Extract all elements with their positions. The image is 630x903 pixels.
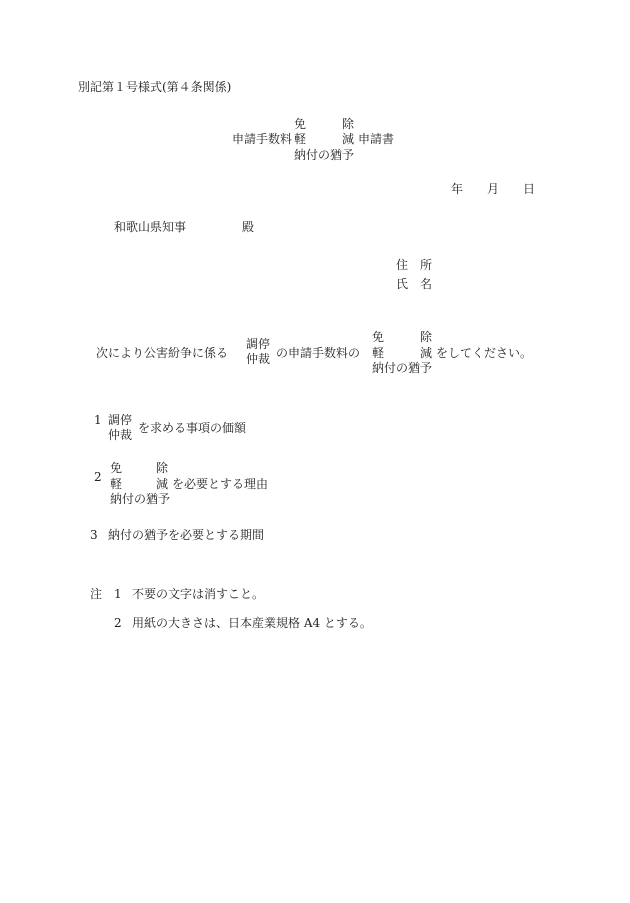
- item-2-option-deferral: 納付の猶予: [110, 492, 171, 506]
- note-2-number: 2: [114, 616, 122, 630]
- request-type-mediation: 調停: [246, 337, 271, 351]
- date-year-label: 年: [451, 182, 464, 196]
- item-2-text: を必要とする理由: [172, 477, 269, 491]
- item-3-number: 3: [90, 528, 98, 542]
- request-option-exemption-2: 除: [420, 330, 433, 344]
- note-1-text: 不要の文字は消すこと。: [132, 587, 265, 601]
- item-3-text: 納付の猶予を必要とする期間: [108, 528, 265, 542]
- item-2-number: 2: [94, 470, 102, 484]
- item-1-text: を求める事項の価額: [138, 421, 247, 435]
- item-2-option-exemption: 免: [110, 461, 123, 475]
- applicant-address-label: 住 所: [396, 258, 433, 272]
- date-month-label: 月: [487, 182, 500, 196]
- note-2-text: 用紙の大きさは、日本産業規格 A4 とする。: [132, 616, 372, 630]
- request-prefix: 次により公害紛争に係る: [96, 346, 229, 360]
- title-option-exemption: 免: [294, 117, 307, 131]
- date-day-label: 日: [523, 182, 536, 196]
- addressee-honorific: 殿: [242, 220, 255, 234]
- item-1-number: 1: [94, 413, 102, 427]
- title-suffix: 申請書: [358, 132, 395, 146]
- request-middle: の申請手数料の: [276, 346, 361, 360]
- item-2-option-exemption-2: 除: [156, 461, 169, 475]
- item-2-option-reduction-2: 減: [156, 477, 169, 491]
- request-option-reduction: 軽: [372, 346, 385, 360]
- addressee-name: 和歌山県知事: [114, 220, 187, 234]
- title-option-exemption-2: 除: [342, 117, 355, 131]
- form-label: 別記第１号様式(第４条関係): [78, 80, 232, 94]
- title-option-deferral: 納付の猶予: [294, 148, 355, 162]
- title-option-reduction-2: 減: [342, 132, 355, 146]
- item-1-type-mediation: 調停: [108, 413, 133, 427]
- note-1-number: 1: [114, 587, 122, 601]
- request-suffix: をしてください。: [436, 346, 533, 360]
- request-option-exemption: 免: [372, 330, 385, 344]
- notes-label: 注: [90, 587, 103, 601]
- request-option-reduction-2: 減: [420, 346, 433, 360]
- item-2-option-reduction: 軽: [110, 477, 123, 491]
- request-type-arbitration: 仲裁: [246, 352, 271, 366]
- applicant-name-label: 氏 名: [396, 277, 433, 291]
- item-1-type-arbitration: 仲裁: [108, 428, 133, 442]
- title-option-reduction: 軽: [294, 132, 307, 146]
- title-prefix: 申請手数料: [232, 132, 293, 146]
- request-option-deferral: 納付の猶予: [372, 361, 433, 375]
